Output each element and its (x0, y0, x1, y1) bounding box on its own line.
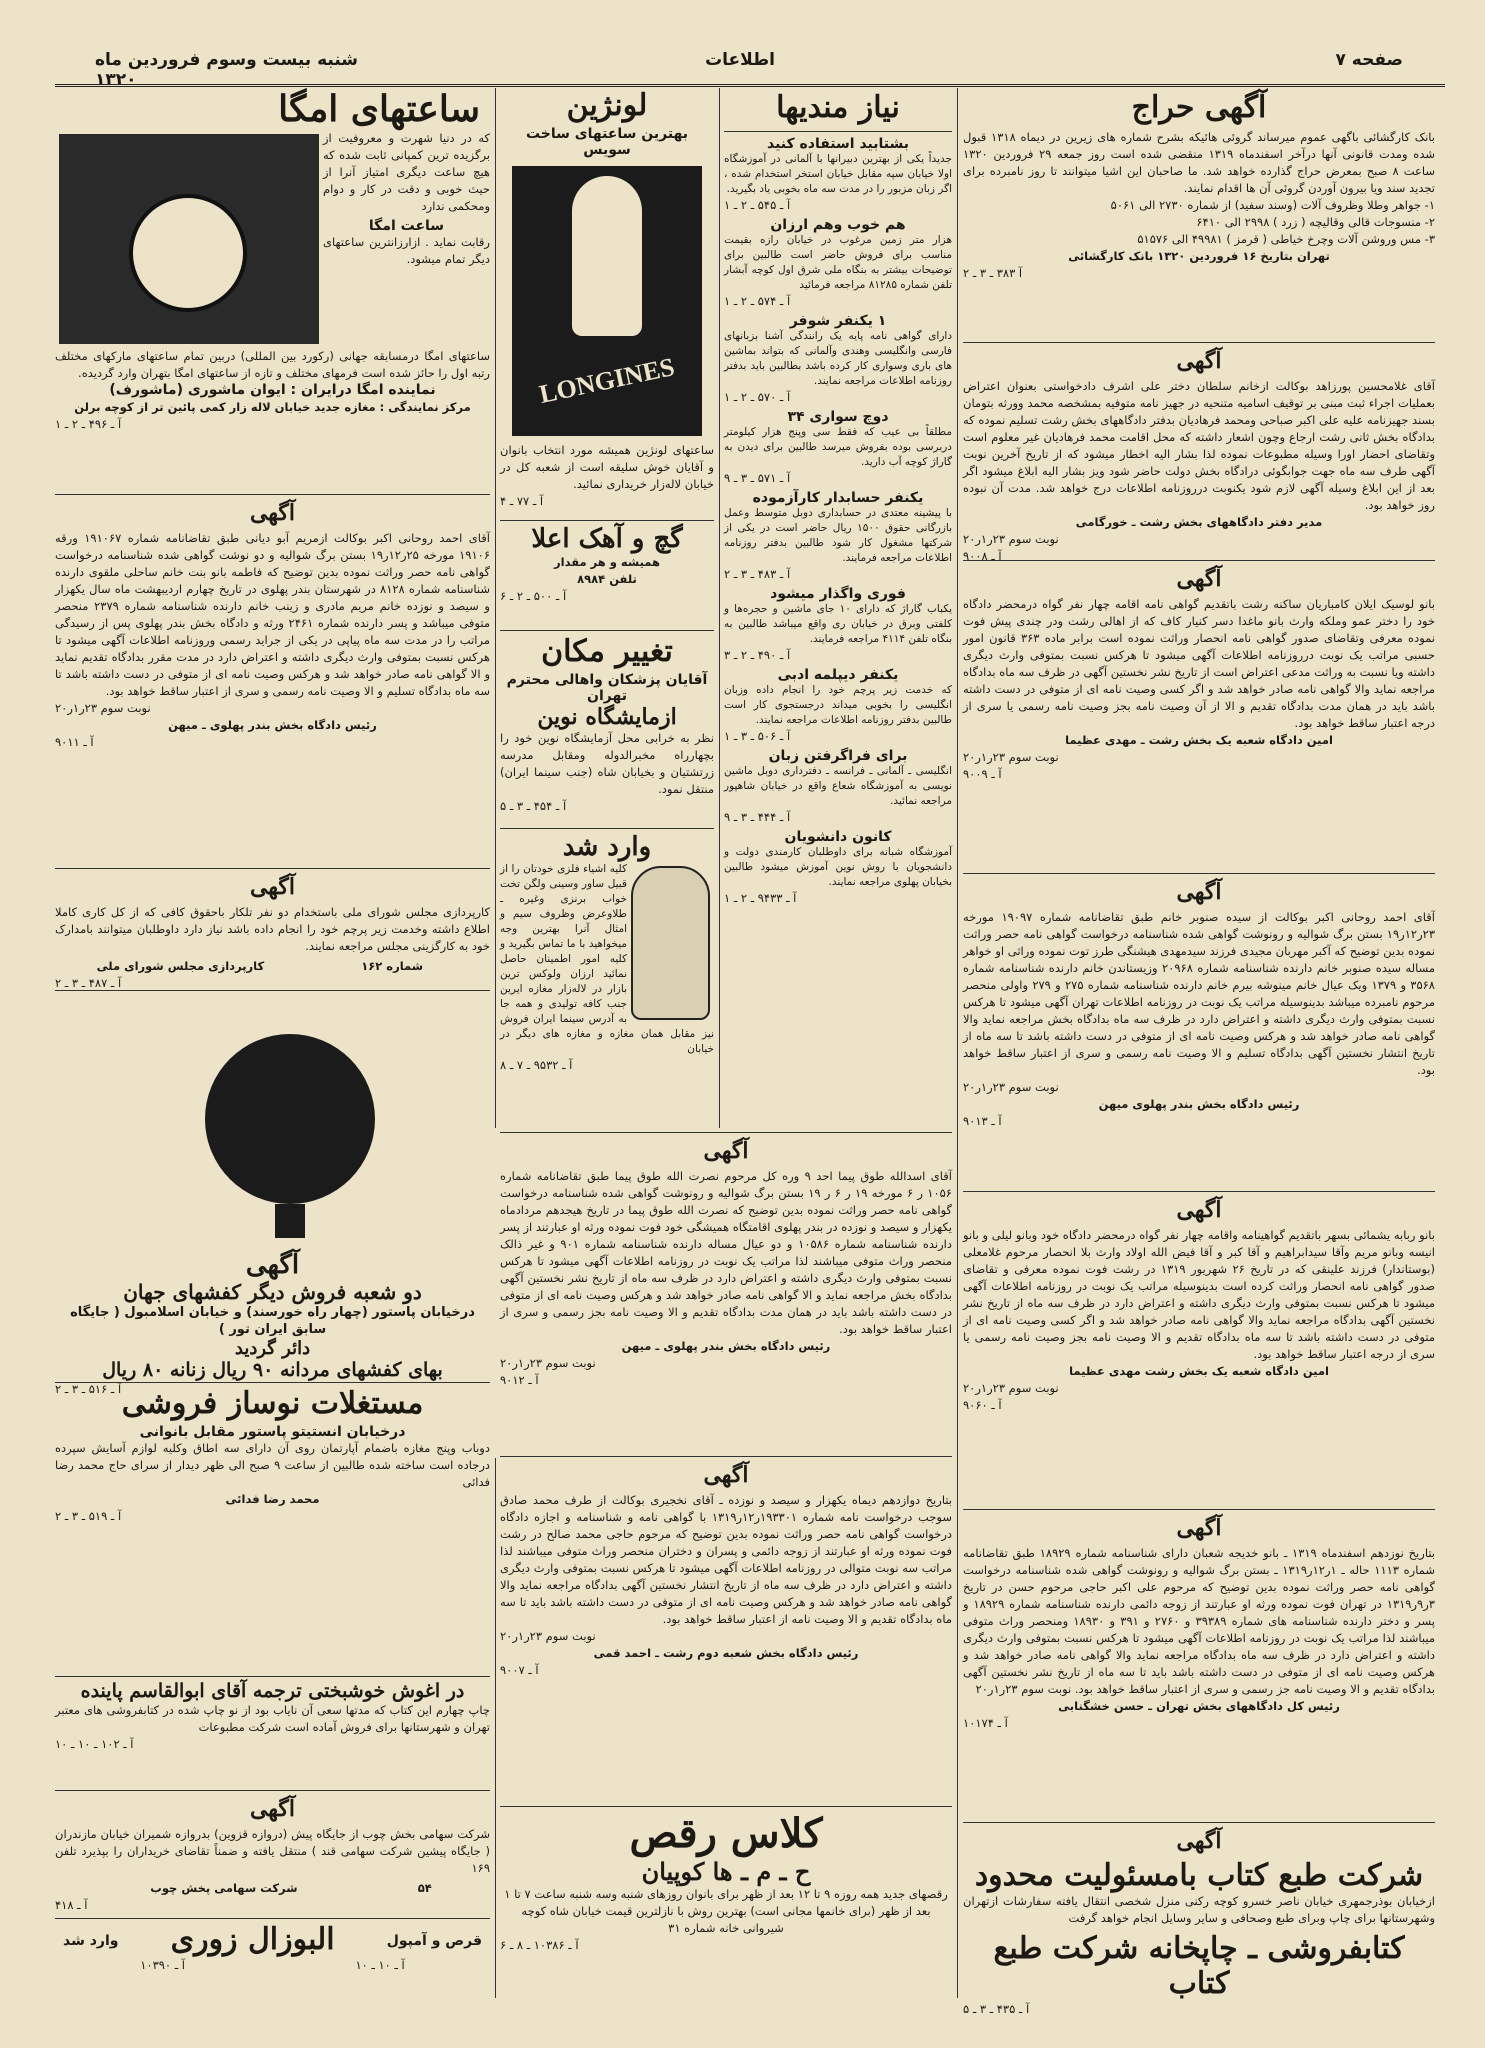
classified-item (724, 490, 952, 583)
auction-item: ۳- مس وروشن آلات وچرخ خیاطی ( قرمز ) ۴۹۹۸۱ الی ۵۱۵۷۶ (1137, 232, 1435, 246)
ad-sign: مدیر دفتر دادگاههای بخش رشت ـ خورگامی (1075, 515, 1323, 529)
ad-5 (963, 1513, 1435, 1818)
classified-code: آ ـ ۹۴۳۳ ـ ۲ ـ ۱ (724, 891, 797, 905)
shoes-ad (55, 994, 490, 1396)
dance-ad (500, 1810, 952, 1998)
ad-body: بتاریخ دوازدهم دیماه یکهزار و سیصد و نوزده ـ آقای نخجیری بوکالت از طرف محمد صادق سوجب درخواست نامه شماره ۱۹۳۳۰۱ر۱۲ر۱۳۱۹ با گواهی نامه و شناسنامه و اجازه دادگاه درخواست گواهی نامه حصر وراثت نموده بدین توضیح که مرحوم حاجی محمد صالح در رشت فوت نموده ورثه او عبارتند از زوجه دائمی و پسران و دختران منحصر وراث متوفی میباشند لذا مراتب سه نوبت متوالی در روزنامه اطلاعات آگهی میشود تا هرکس نسبت بمتوفی وارث دیگری داشته و اعتراض دارد در ظرف سه ماه از تاریخ انتشار نخستین آگهی بدادگاه مراجعه نماید والا گواهی نامه صادر خواهد شد و هرکس وصیت نامه ای از متوفی در دست داشته باشد باید تا سه ماه بدادگاه تقدیم و الا وصیت نامه از اعتبار ساقط خواهد بود. (500, 1493, 952, 1626)
auction-sign: تهران بتاریخ ۱۶ فروردین ۱۳۲۰ بانک کارگشائی (1068, 249, 1330, 263)
ad-sign: رئیس دادگاه بخش بندر پهلوی میهن (1098, 1097, 1300, 1111)
ad-title: آگهی (1176, 1515, 1222, 1541)
classified-heading: یکنفر حسابدار کارآزموده (752, 490, 924, 506)
ad-date: نوبت سوم ۲۳ر۱ر۲۰ (500, 1356, 596, 1370)
ad-date: نوبت سوم ۲۳ر۱ر۲۰ (500, 1629, 596, 1643)
globe-icon (205, 1034, 375, 1204)
ad-rule (963, 342, 1435, 343)
dance-body: رقصهای جدید همه روزه ۹ تا ۱۲ بعد از ظهر برای بانوان روزهای شنبه وسه شنبه ساعت ۷ تا ۱ بعد از ظهر (برای خانمها مجانی است) بهترین روش با نازلترین قیمت خیابان شاه کوچه شیروانی خانه شماره ۳۱ (504, 1887, 948, 1935)
ad-code: آ ـ ۹۰۶۰ (963, 1398, 1002, 1412)
samovar-icon (631, 866, 710, 1020)
ad-code: آ ـ ۹۰۱۳ (963, 1114, 1002, 1128)
classified-heading: فوری واگذار میشود (770, 586, 906, 602)
dance-title: کلاس رقص (629, 1810, 823, 1857)
omega-title: ساعتهای امگا (278, 88, 480, 130)
gach-body: همیشه و هر مقدار (554, 555, 660, 569)
gach-ad (500, 524, 714, 624)
ad-sign: رئیس دادگاه بخش بندر پهلوی ـ میهن (621, 1339, 831, 1353)
ad-sign: رئیس کل دادگاههای بخش تهران ـ حسن خشگنابی (1058, 1699, 1340, 1713)
classified-item (724, 313, 952, 406)
realestate-ad (55, 1386, 490, 1536)
classified-heading: برای فراگرفتن زبان (768, 748, 908, 764)
classifieds-title: نیاز مندیها (724, 90, 952, 132)
dance-name: ح ـ م ـ ها کوپیان (641, 1857, 811, 1886)
classified-code: آ ـ ۵۷۴ ـ ۲ ـ ۱ (724, 294, 791, 308)
omega-name: ساعت امگا (368, 218, 445, 234)
person-figure-icon (572, 176, 642, 336)
ad-rule (963, 560, 1435, 561)
lab-move-ad (500, 634, 714, 824)
pills-tail: وارد شد (63, 1933, 119, 1949)
column-rule (957, 88, 958, 1998)
classified-code: آ ـ ۵۴۵ ـ ۲ ـ ۱ (724, 198, 791, 212)
auction-title: آگهی حراج (1131, 90, 1267, 125)
ad-code: آ ـ ۵۱۶ ـ ۳ ـ ۲ (55, 1382, 122, 1396)
ad-rule (963, 1191, 1435, 1192)
ad-code: آ ـ ۵۱۹ ـ ۳ ـ ۲ (55, 1509, 122, 1523)
longines-body: ساعتهای لونژین همیشه مورد انتخاب بانوان و آقایان خوش سلیقه است از شعبه کل در خیابان لاله‌زار خریداری نمائید. (500, 443, 714, 491)
ad-rule (963, 1509, 1435, 1510)
ad-code: آ ـ ۱۰۳۸۶ ـ ۸ ـ ۶ (500, 1938, 579, 1952)
ad-rule (55, 494, 490, 495)
ad-code: آ ـ ۹۰۰۹ (963, 767, 1002, 781)
classified-item (724, 748, 952, 826)
longines-subtitle: بهترین ساعتهای ساخت سویس (525, 126, 689, 158)
ad-title: آگهی (249, 874, 296, 900)
ad-body: شرکت سهامی بخش چوب از جایگاه پیش (دروازه قزوین) بدروازه شمیران خیابان مازندران ( جایگاه پیشین شرکت سهامی قند ) منتقل یافته و ضمناً تقاضای خریداران را بپذیرد تلفن ۱۶۹ (55, 1827, 490, 1875)
parliament-ad (55, 872, 490, 990)
parliament-num: شماره ۱۶۲ (361, 959, 424, 973)
ad-rule (500, 630, 714, 631)
ad-rule (500, 1132, 952, 1133)
ad-1 (963, 346, 1435, 563)
ad-title: آگهی (703, 1462, 749, 1488)
ad-title: آگهی (245, 1250, 300, 1280)
longines-ad (500, 88, 714, 508)
arrived-body: کلیه اشیاء فلزی خودتان را از قبیل ساور وسینی ولگن تخت خواب برنزی وغیره ـ طلاوعرض وظروف سیم و امثال آنرا بهترین وجه میخواهید با ما تماس بگیرید و کلیه امور اطمینان حاصل نمائید ارزان ولوکس ترین بازار در لاله‌زار مغازه ایرین جنب کافه تولیدی و همه جا به آدرس سینما ایران فروش نیز مقابل همان مغازه و مغازه های دیگر در خیابان (500, 863, 714, 1055)
ad-body: کارپردازی مجلس شورای ملی باستخدام دو نفر تلکار باحقوق کافی که از کل کاری کاملا اطلاع داشته وخدمت زیر پرچم خود را انجام داده باشد نیاز دارد داوطلبان میتوانند بامدارک خود به کارگزینی مجلس مراجعه نمایند. (55, 905, 490, 953)
header-paper: اطلاعات (705, 50, 775, 70)
classified-text: هزار متر زمین مرغوب در خیابان رازه بقیمت مناسب برای فروش حاضر است طالبین برای توضیحات بیشتر به بنگاه ملی شرق اول کوچه آبشار تلفن شماره ۸۱۲۸۵ مراجعه فرمائید (724, 234, 952, 291)
gach-phone: تلفن ۸۹۸۴ (577, 572, 637, 586)
classified-code: آ ـ ۴۴۴ ـ ۳ ـ ۹ (724, 810, 791, 824)
globe-stand (275, 1204, 305, 1238)
ad-body: بانو لوسیک ایلان کامباریان ساکنه رشت باتقدیم گواهی نامه اقامه چهار نفر گواه درمحضر دادگاه خود را دختر عمو وملکه وارث بانو ماغدا دسر کنیار کاف که از اهالی رشت ودر چندی پیش فوت نموده معرفی وتقاضای صدور گواهی نامه انحصار وراثت نموده است برابر ماده ۳۶۳ قانون امور حسبی مراتب یک نوبت درروزنامه اطلاعات آگهی میشود تا هرکس نسبت بمتوفی وارث دیگری داشته ویا نسبت به وراثت مدعی اعتراض است از تاریخ نشر نخستین آگهی در ظرف سه ماه بدادگاه مراجعه نماید والا گواهی نامه صادر خواهد شد و اگر کسی وصیت نامه ای از متوفی در دست داشته باشد باید در همان مدت بدادگاه تقدیم و الا از آن وصیت نامه بجز وصیت نامه رسمی یا سری از درجه اعتبار ساقط خواهد بود. (963, 597, 1435, 730)
ad-rule (500, 1456, 952, 1457)
ad-body: آقای احمد روحانی اکبر بوکالت از سیده صنوبر خانم طبق تقاضانامه شماره ۱۹۰۹۷ مورخه ۲۳ر۱۲ر۱۹ بستن برگ شوالیه و رونوشت گواهی شده شناسنامه درخواست گواهی نامه حصر وراثت نموده بدین توضیح که آکبر مهربان مجیدی فرزند سیدمهدی هیشنگی طرز توت نموده وراثی او خواهر مساله سیده صنوبر خانم دارنده شناسنامه شماره ۲۰۹۶۸ وزیستاندن خانم دارنده شناسنامه شماره ۳۵۶۸ و ۱۳۷۹ ویک عیال خانم مینوشه بیرم خانم دارنده شناسنامه شماره ۲۷۵ و ۲۷۹ واولی منحصر مرحوم نامبرده میباشد بدینوسیله مراتب یک نوبت در روزنامه اطلاعات تهران آگهی میشود تا هرکس نسبت بمتوفی وارث دیگری داشته و اعتراض دارد در ظرف سه ماه بدادگاه بخش مراجعه نماید والا گواهی نامه صادر خواهد شد و هرکس وصیت نامه ای از متوفی در دست داشته باشد تا سه ماه از تاریخ انتشار نخستین آگهی بدادگاه تسلیم و الا وصیت نامه رسمی و سری از اعتبار ساقط خواهد بود. (963, 910, 1435, 1077)
ad-rule (963, 873, 1435, 874)
ad-title: آگهی (1176, 566, 1222, 592)
ad-date: نوبت سوم ۲۳ر۱ر۲۰ (963, 1381, 1059, 1395)
ad-title: آگهی (1176, 1828, 1222, 1854)
ad-rule (500, 828, 714, 829)
ad-rule (500, 1806, 952, 1807)
header-rule (55, 84, 1445, 87)
ad-rule (500, 520, 714, 521)
classifieds (724, 88, 952, 1128)
column-rule (719, 88, 720, 1128)
auction-body: بانک کارگشائی باگهی عموم میرساند گروئی هائیکه بشرح شماره های زیرین در دیماه ۱۳۱۸ قبول شده ومدت قانونی آنها درآخر اسفندماه ۱۳۱۹ منقضی شده است روز جمعه ۲۹ فروردین ۱۳۲۰ ساعت ۸ صبح بمعرض حراج گذارده خواهد شد. ما صاحبان این اشیا میتوانند تا روز نامبرده برای تجدید سند ویا بیرون آوردن گروئی آن ها اقدام نمایند. (963, 130, 1435, 195)
classified-text: دارای گواهی نامه پایه یک رانندگی آشنا بزبانهای فارسی وانگلیسی وهندی وآلمانی که بتواند بماشین های باری وسواری کار کرده باشد بطالبین باید بدفتر روزنامه اطلاعات مراجعه نمایند. (724, 330, 952, 387)
ad-title: آگهی (249, 500, 296, 526)
gach-title: گچ و آهک اعلا (531, 524, 683, 554)
ad-title: آگهی (1176, 879, 1222, 905)
ad-body: آقای اسدالله طوق پیما احد ۹ وره کل مرحوم نصرت الله طوق پیما طبق تقاضانامه شماره ۱۰۵۶ ر ۶ مورخه ۱۹ ر ۶ ر ۱۹ بستن برگ شوالیه و رونوشت گواهی شده شناسنامه درخواست گواهی نامه حصر وراثت نموده بدین توضیح که نصرت الله طوق پیما در تاریخ هیجدهم مردادماه یکهزار و سیصد و نوزده در بندر پهلوی اقامتگاه همیشگی خود فوت نموده ورثه او عبارتند از پسر دارنده شناسنامه شماره ۱۰۵۸۶ و دو عیال مساله دارنده شناسنامه شماره ۹۰۱ و غیر ذالک منحصر وراث متوفی میباشند لذا مراتب یک نوبت در روزنامه اطلاعات آگهی میشود تا هرکس نسبت بمتوفی وارث دیگری داشته و اعتراض دارد در ظرف سه ماه از تاریخ نشر نخستین آگهی بدادگاه بخش مراجعه نماید و الا گواهی نامه صادر خواهد شد و هرکس وصیت نامه ای از متوفی در دست داشته باشد باید در همان مدت بدادگاه تقدیم و الا وصیت نامه بجز رسمی و سری از اعتبار ساقط خواهد بود. (500, 1169, 952, 1336)
omega-body-2: ساعتهای امگا درمسابقه جهانی (رکورد بین المللی) دربین تمام ساعتهای مارکهای مختلف رتبه اول را حائز شده است فرمهای مختلف و تازه از ساعتهای امگا بتهران وارد گردیده. (55, 349, 490, 380)
ad-rule (963, 1822, 1435, 1823)
ad-date: نوبت سوم ۲۳ر۱ر۲۰ (963, 1080, 1059, 1094)
company-ad (963, 1826, 1435, 2016)
wood-sign: شرکت سهامی پخش چوب (150, 1881, 298, 1895)
ad-sign: امین دادگاه شعبه یک بخش رشت ـ مهدی عظیما (1065, 733, 1333, 747)
arrived-ad (500, 832, 714, 1128)
ad-code: آ ـ ۴۵۴ ـ ۳ ـ ۵ (500, 799, 567, 813)
middle-ad-2 (500, 1460, 952, 1800)
header-page: صفحه ۷ (1335, 50, 1403, 70)
ad-code: آ ـ ۷۷ ـ ۴ (500, 494, 544, 508)
classified-text: که خدمت زیر پرچم خود را انجام داده وزبان انگلیسی را بخوبی میداند درجستجوی کار است طالبین بدفتر روزنامه اطلاعات مراجعه نمایند. (724, 684, 952, 726)
omega-body: که در دنیا شهرت و معروفیت از برگزیده ترین کمپانی ثابت شده که هیچ ساعت دیگری امتیاز آنرا از حیث خوبی و دقت در کار و دوام ومحکمی ندارد (323, 131, 490, 213)
pills-ad (55, 1922, 490, 1998)
book-ad (55, 1680, 490, 1790)
longines-illustration (512, 166, 702, 436)
ad-date: نوبت سوم ۲۳ر۱ر۲۰ (963, 750, 1059, 764)
ad-4 (963, 1195, 1435, 1505)
lab-name: ازمایشگاه نوین (537, 704, 677, 730)
ad-title: آگهی (249, 1796, 296, 1822)
lab-move-sub: آقایان پزشکان واهالی محترم تهران (506, 672, 708, 704)
classified-code: آ ـ ۴۸۳ ـ ۳ ـ ۲ (724, 567, 791, 581)
omega-ad (55, 88, 490, 488)
ad-body: آقای غلامحسین پورزاهد بوکالت ازخانم سلطان دختر علی اشرف دادخواستی بعنوان اعتراض بعملیات اجراء ثبت مبنی بر توقیف اسامیه متنحیه در جهیز نامه متوفیه بمشخصه محمد وورثه بتومان بسند جهیزنامه علیه علی اکبر صباحی ومحمد فرهادیان بدفتر دادگاههای بخش رشت تسلیم نموده که بدادگاه بخش ثانی رشت ارجاع وچون اشعار داشته که محل اقامت محمد فرهادیان غیر معلوم است وتقاضای احضار اورا وسیله مطبوعات نموده لذا بشار الیه اخطار میشود که از تاریخ آخرین نوبت آگهی طرف سه ماه جهت جوابگوئی درادگاه بخش دولت حاضر شود ویز بشار الیه ابلاغ میشود اگر بعد از این ابلاغ وسیله آگهی لازم شود یکنوبت درروزنامه اطلاعات درج خواهد شد. مدت آن نبوده روز خواهد بود. (963, 379, 1435, 512)
ad-rule (55, 1382, 490, 1383)
omega-tail: رقابت نماید . ازارزانترین ساعتهای دیگر تمام میشود. (323, 235, 490, 266)
globe-illustration (205, 1034, 375, 1244)
classified-code: آ ـ ۴۹۰ ـ ۲ ـ ۳ (724, 648, 791, 662)
classified-text: جدیداً یکی از بهترین دبیرانها با آلمانی در آموزشگاه اولا خیابان سپه مقابل خیابان استخر استخدام شده ، اگر زبان مزبور را در مدت سه ماه بخوبی یاد بگیرید. (724, 153, 952, 195)
column-rule (495, 88, 496, 1128)
ad-body: بتاریخ نوزدهم اسفندماه ۱۳۱۹ ـ بانو خدیجه شعبان دارای شناسنامه شماره ۱۸۹۲۹ طبق تقاضانامه شماره ۱۱۱۳ حاله ـ ۱ر۱۲ر۱۳۱۹ ـ بستن برگ شوالیه و رونوشت گواهی شده شناسنامه درخواست گواهی نامه حصر وراثت نموده بدین توضیح که مرحوم علی اکبر حاجی مرحوم حسن در تاریخ ۳ر۹ر۱۳۱۹ در تهران فوت نموده ورثه او عبارتند از زوجه دائمی دارنده شناسنامه شماره ۱۸۹۲۹ و پسر و دختر دارنده شناسنامه های شماره ۳۹۳۸۹ و ۲۷۶۰ و ۳۹۱ و ۱۸۹۳۰ ومنحصر وراث متوفی میباشند لذا مراتب یک نوبت در روزنامه اطلاعات آگهی میشود تا هرکس نسبت بمتوفی وارث دیگری داشته و اعتراض دارد در ظرف سه ماه بدادگاه مراجعه نماید والا گواهی نامه صادر خواهد شد و هرکس وصیت نامه ای از متوفی در دست داشته باشد باید تا سه ماه از تاریخ نشر نخستین آگهی بدادگاه تقدیم و الا وصیت نامه جز رسمی و سری از اعتبار ساقط خواهد بود. نوبت سوم ۲۳ر۱ر۲۰ (963, 1546, 1435, 1696)
ad-code: آ ـ ۹۰۱۱ (55, 735, 94, 749)
column-rule (495, 1458, 496, 1998)
classified-heading: هم خوب وهم ارزان (770, 217, 906, 233)
ad-code: آ ـ ۹۰۰۷ (500, 1663, 539, 1677)
parliament-sign: کارپردازی مجلس شورای ملی (96, 959, 265, 973)
ad-body: بانو ربابه یشمائی بسهر باتقدیم گواهینامه واقامه چهار نفر گواه درمحضر دادگاه خود وبانو لیلی و بانو انیسه وبانو مریم وآقا سیدابراهیم و آقا کبر و آقا فیض الله اولاد وارث بلا انحصار مرحوم غلامعلی (بوستاندار) فرزند علینقی که در تاریخ ۲۶ شهریور ۱۳۱۹ در رشت فوت نموده معرفی و تقاضای صدور گواهی نامه انحصار وراثت کرده است بدینوسیله مراتب یک نوبت در روزنامه اطلاعات آگهی میشود تا هرکس نسبت بمتوفی وارث دیگری داشته و اعتراض دارد در ظرف سه ماه از تاریخ نشر نخستین آگهی بدادگاه مراجعه نماید والا گواهی نامه صادر خواهد شد و اگر کسی وصیت نامه ای از متوفی در دست داشته باشد تا سه ماه بدادگاه تقدیم و الا وصیت نامه بجز وصیت نامه رسمی یا سری از درجه اعتبار ساقط خواهد بود. (963, 1228, 1435, 1361)
ad-title: آگهی (1176, 1197, 1222, 1223)
ad-code: آ ـ ۹۰۰۸ (963, 549, 1002, 563)
classified-item (724, 667, 952, 745)
ad-body: آقای احمد روحانی اکبر بوکالت ازمریم آبو دیانی طبق تقاضانامه شماره ۱۹۱۰۶۷ ورقه ۱۹۱۰۶ مورخه ۲۵ر۱۲ر۱۹ بستن برگ شوالیه و دو نوشت گواهی شده شناسنامه درخواست گواهی نامه حصر وراثت نموده بدین توضیح که فاطمه بانو بنت خانم ساحلی ملقوی دارنده شناسنامه شماره ۸۱۲۸ در شهرستان بندر پهلوی در تاریخ چهارم اردیبهشت ماه سال یکهزار و سیصد و نوزده خانم مریم مادری و زینب خانم دارنده شناسنامه شماره ۲۳۷۹ منحصر متوفی میباشد و پسر دارنده شماره ۲۴۶۱ ورثه و دادگاه بخش بندر پهلوی پس از رسیدگی مراتب را در مدت سه ماه پیاپی در یکی از جراید رسمی وروزنامه اطلاعات آگهی میشود تا هرکس نسبت بمتوفی وارث دیگری داشته و اعتراض دارد در مدت مقرر بدادگاه تقدیم نماید و الا گواهی نامه صادر خواهد شد و هرکس وصیت نامه ای از متوفی در دست داشته باشد تا سه ماه بدادگاه تسلیم و الا وصیت نامه رسمی و سری از اعتبار ساقط خواهد بود. (55, 531, 490, 698)
ad-sign: رئیس دادگاه بخش شعبه دوم رشت ـ احمد قمی (593, 1646, 859, 1660)
shoes-tail: دائر گردید (234, 1338, 311, 1359)
shoes-addr: درخیابان پاستور (چهار راه خورسند) و خیابان اسلامبول ( جایگاه سابق ایران تور ) (70, 1305, 475, 1337)
classified-item (724, 829, 952, 907)
company-name: شرکت طبع کتاب بامسئولیت محدود (974, 1858, 1424, 1893)
ad-3 (963, 877, 1435, 1187)
ad-code: آ ـ ۴۳۵ ـ ۳ ـ ۵ (963, 2002, 1030, 2016)
ad-code: آ ـ ۱۰ ـ ۱۰ (355, 1958, 405, 1972)
classified-code: آ ـ ۵۰۶ ـ ۳ ـ ۱ (724, 729, 791, 743)
ad-date: نوبت سوم ۲۳ر۱ر۲۰ (55, 701, 151, 715)
classified-heading: دوچ سواری ۳۴ (787, 409, 889, 425)
book-title: در اغوش خوشبختی ترجمه آقای ابوالقاسم پاینده (80, 1680, 465, 1702)
ad-code: آ ـ ۵۰۰ ـ ۲ ـ ۶ (500, 589, 567, 603)
ad-title: آگهی (1176, 348, 1222, 374)
realestate-sub: درخیابان انستیتو پاستور مقابل بانوانی (139, 1424, 406, 1440)
book-body: چاپ چهارم این کتاب که مدتها سعی آن نایاب بود از نو چاپ شده در کتابفروشی های معتبر تهران و شهرستانها برای فروش آماده است شرکت مطبوعات (55, 1703, 490, 1734)
classified-item (724, 136, 952, 214)
longines-brand: LONGINES (536, 352, 678, 409)
ad-rule (55, 1918, 490, 1919)
lab-move-title: تغییر مکان (541, 634, 673, 669)
ad-title: آگهی (703, 1138, 749, 1164)
shoes-price: بهای کفشهای مردانه ۹۰ ریال زنانه ۸۰ ریال (102, 1359, 443, 1381)
clock-illustration (59, 134, 319, 344)
classified-text: انگلیسی ـ آلمانی ـ فرانسه ـ دفترداری دوبل ماشین نویسی به آموزشگاه شعاع واقع در خیابان شاهپور مراجعه نمائید. (724, 765, 952, 807)
ad-rule (55, 868, 490, 869)
ad-code: آ ـ ۹۰۱۲ (500, 1373, 539, 1387)
company-banner: کتابفروشی ـ چاپخانه شرکت طبع کتاب (993, 1931, 1405, 2001)
ad-sign: امین دادگاه شعبه یک بخش رشت مهدی عظیما (1069, 1364, 1329, 1378)
wood-num: ۵۴ (417, 1881, 432, 1895)
auction-item: ۱- جواهر وطلا وظروف آلات (وسند سفید) از شماره ۲۷۳۰ الی ۵۰۶۱ (1110, 198, 1435, 212)
realestate-title: مستغلات نوساز فروشی (121, 1386, 424, 1421)
ad-code: آ ـ ۱۰۲ ـ ۱۰ ـ ۱۰ (55, 1737, 134, 1751)
pills-name: البوزال زوری (170, 1922, 335, 1957)
classified-text: یکباب گاراژ که دارای ۱۰ جای ماشین و حجره‌ها و کلفتی وبرق در خیابان ری واقع میباشد طالبین به بنگاه تلفن ۴۱۱۴ مراجعه فرمایند. (724, 603, 952, 645)
auction-item: ۲- منسوجات قالی وقالیچه ( زرد ) ۲۹۹۸ الی ۶۴۱۰ (1196, 215, 1435, 229)
lab-body: نظر به خرابی محل آزمایشگاه نوین خود را بچهارراه مخبرالدوله ومقابل مدرسه زرتشتیان و بخیابان شاه (جنب سینما ایران) منتقل نمود. (500, 731, 714, 796)
ad-code: آ ـ ۹۵۳۲ ـ ۷ ـ ۸ (500, 1058, 573, 1072)
ad-code: آ ـ ۱۰۳۹۰ (140, 1958, 185, 1972)
classified-heading: بشتابید استفاده کنید (766, 136, 909, 152)
ad-date: نوبت سوم ۲۳ر۱ر۲۰ (963, 532, 1059, 546)
shoes-head: دو شعبه فروش دیگر کفشهای جهان (123, 1280, 422, 1304)
longines-title: لونژین (566, 88, 648, 123)
ad-2 (963, 564, 1435, 869)
realestate-body: دوباب وپنج مغازه باضمام آپارتمان روی آن دارای سه اطاق وکلیه لوازم آسایش سپرده درجاده است ساخته شده طالبین از ساعت ۹ صبح الی ظهر دیدار از سرای حاج محمد رضا فدائی (55, 1441, 490, 1489)
ad-rule (55, 1676, 490, 1677)
classified-item (724, 409, 952, 487)
clock-icon (129, 194, 247, 312)
classified-text: با پیشینه معتدی در حسابداری دوبل متوسط وعمل بازرگانی حقوق ۱۵۰۰ ریال حاضر است در یکی از شرکتها مشغول کار شود طالبین بدفتر روزنامه اطلاعات مراجعه فرمایند. (724, 507, 952, 564)
ad-rule (55, 1790, 490, 1791)
realestate-sign: محمد رضا فدائی (225, 1492, 320, 1506)
omega-center: مرکز نمایندگی : مغازه جدید خیابان لاله زار کمی پائین تر از کوچه برلن (74, 400, 471, 414)
classified-heading: کانون دانشویان (784, 829, 892, 845)
omega-agent: نماینده امگا درایران : ایوان ماشوری (ماشورف) (109, 382, 436, 398)
ad-code: آ ـ ۱۰۱۷۴ (963, 1716, 1008, 1730)
middle-ad (500, 1136, 952, 1452)
ad-code: آ ـ ۴۱۸ (55, 1898, 88, 1912)
company-body: ازخیابان بوذرجمهری خیابان ناصر خسرو کوچه رکنی منزل شخصی انتقال یافته سفارشات ازتهران وشهرستانها برای چاپ وبرای طبع وصحافی و سایر وسایل انجام خواهد گرفت (963, 1894, 1435, 1925)
classified-item (724, 217, 952, 310)
ad-code: آ ـ ۴۸۷ ـ ۳ ـ ۲ (55, 976, 122, 990)
ad-code: آ ـ ۴۹۶ ـ ۲ ـ ۱ (55, 417, 122, 431)
classified-code: آ ـ ۵۷۱ ـ ۳ ـ ۹ (724, 471, 791, 485)
classified-text: آموزشگاه شبانه برای داوطلبان کارمندی دولت و دانشجویان با روش نوین آموزش میشود طالبین بخیابان پهلوی مراجعه نمایند. (724, 846, 952, 888)
arrived-title: وارد شد (562, 832, 652, 862)
classified-heading: ۱ یکنفر شوفر (789, 313, 887, 329)
header-date: شنبه بیست وسوم فروردین ماه ۱۳۲۰ (95, 50, 359, 90)
auction-code: آ ۳۸۳ ـ ۳ ـ ۲ (963, 266, 1023, 280)
wood-ad (55, 1794, 490, 1914)
pills-label: قرص و آمپول (386, 1933, 482, 1949)
classified-item (724, 586, 952, 664)
ad-rule (55, 990, 490, 991)
ad-sign: رئیس دادگاه بخش بندر پهلوی ـ میهن (168, 718, 377, 732)
auction-ad (963, 88, 1435, 338)
classified-code: آ ـ ۵۷۰ ـ ۲ ـ ۱ (724, 390, 791, 404)
classified-heading: یکنفر دیپلمه ادبی (777, 667, 899, 683)
classified-text: مطلقاً بی عیب که فقط سی وپنج هزار کیلومتر دربرسی بوده بفروش میرسد طالبین برای دیدن به گاراژ کوچه آب دارید. (724, 426, 952, 468)
ad-left-1 (55, 498, 490, 833)
